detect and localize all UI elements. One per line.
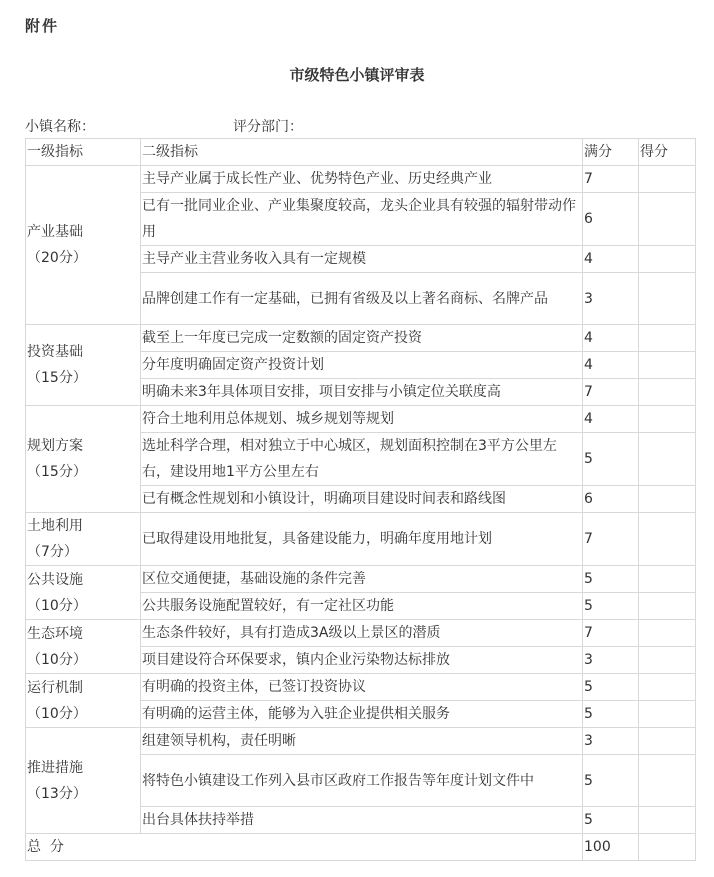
score-cell[interactable] [639, 406, 696, 433]
table-row [26, 325, 696, 352]
item-max: 5 [583, 674, 639, 701]
score-cell[interactable] [639, 755, 696, 807]
item-text: 主导产业属于成长性产业、优势特色产业、历史经典产业 [141, 166, 583, 193]
score-cell[interactable] [639, 193, 696, 246]
item-max: 5 [583, 807, 639, 834]
item-text: 将特色小镇建设工作列入县市区政府工作报告等年度计划文件中 [141, 755, 583, 807]
page-title: 市级特色小镇评审表 [289, 66, 425, 84]
group-cell [26, 406, 141, 513]
group-points: （13分） [27, 785, 87, 802]
table-row [26, 166, 696, 193]
score-table [25, 138, 696, 861]
group-points: （7分） [27, 544, 78, 560]
item-text: 已有概念性规划和小镇设计，明确项目建设时间表和路线图 [141, 486, 583, 513]
item-max: 7 [583, 620, 639, 647]
item-max: 6 [583, 486, 639, 513]
score-cell[interactable] [639, 620, 696, 647]
group-points: （10分） [27, 705, 87, 722]
item-max: 7 [583, 513, 639, 566]
dept-label: 评分部门： [233, 119, 303, 135]
item-text: 品牌创建工作有一定基础，已拥有省级及以上著名商标、名牌产品 [141, 273, 583, 325]
group-name: 规划方案 [27, 438, 83, 454]
item-max: 5 [583, 566, 639, 593]
item-max: 4 [583, 246, 639, 273]
total-score-cell[interactable] [639, 834, 696, 861]
table-row [26, 513, 696, 566]
group-cell [26, 674, 141, 728]
group-name: 公共设施 [27, 571, 83, 588]
score-cell[interactable] [639, 379, 696, 406]
item-text: 项目建设符合环保要求，镇内企业污染物达标排放 [141, 647, 583, 674]
item-text: 分年度明确固定资产投资计划 [141, 352, 583, 379]
item-max: 3 [583, 273, 639, 325]
item-max: 5 [583, 701, 639, 728]
item-max: 3 [583, 728, 639, 755]
group-cell [26, 325, 141, 406]
header-score: 得分 [639, 139, 696, 166]
table-row [26, 620, 696, 647]
table-row [26, 674, 696, 701]
table-row [26, 728, 696, 755]
score-cell[interactable] [639, 728, 696, 755]
score-cell[interactable] [639, 566, 696, 593]
group-name: 土地利用 [27, 518, 83, 534]
group-cell [26, 728, 141, 834]
score-cell[interactable] [639, 325, 696, 352]
group-name: 推进措施 [27, 759, 83, 776]
group-name: 产业基础 [27, 224, 83, 240]
item-text: 已有一批同业企业、产业集聚度较高，龙头企业具有较强的辐射带动作用 [141, 193, 583, 246]
score-cell[interactable] [639, 593, 696, 620]
item-text: 明确未来3年具体项目安排，项目安排与小镇定位关联度高 [141, 379, 583, 406]
header-level2: 二级指标 [141, 139, 583, 166]
attachment-label: 附件 [25, 17, 60, 35]
item-text: 组建领导机构，责任明晰 [141, 728, 583, 755]
item-max: 7 [583, 166, 639, 193]
group-name: 运行机制 [27, 679, 83, 696]
item-max: 3 [583, 647, 639, 674]
score-cell[interactable] [639, 647, 696, 674]
score-cell[interactable] [639, 273, 696, 325]
score-cell[interactable] [639, 674, 696, 701]
item-text: 截至上一年度已完成一定数额的固定资产投资 [141, 325, 583, 352]
item-text: 公共服务设施配置较好，有一定社区功能 [141, 593, 583, 620]
item-max: 4 [583, 352, 639, 379]
group-cell [26, 566, 141, 620]
score-cell[interactable] [639, 513, 696, 566]
item-text: 符合土地利用总体规划、城乡规划等规划 [141, 406, 583, 433]
item-max: 4 [583, 406, 639, 433]
table-row [26, 406, 696, 433]
group-points: （10分） [27, 651, 87, 668]
header-full-score: 满分 [583, 139, 639, 166]
total-label: 总 分 [26, 834, 583, 861]
total-row [26, 834, 696, 861]
header-level1: 一级指标 [26, 139, 141, 166]
item-text: 有明确的运营主体，能够为入驻企业提供相关服务 [141, 701, 583, 728]
item-max: 5 [583, 593, 639, 620]
item-max: 5 [583, 755, 639, 807]
town-name-label: 小镇名称： [25, 119, 95, 135]
group-cell [26, 166, 141, 325]
item-max: 5 [583, 433, 639, 486]
item-max: 7 [583, 379, 639, 406]
group-cell [26, 620, 141, 674]
score-cell[interactable] [639, 246, 696, 273]
group-points: （15分） [27, 464, 87, 480]
item-text: 出台具体扶持举措 [141, 807, 583, 834]
item-max: 4 [583, 325, 639, 352]
table-row [26, 566, 696, 593]
score-cell[interactable] [639, 701, 696, 728]
item-text: 区位交通便捷，基础设施的条件完善 [141, 566, 583, 593]
score-cell[interactable] [639, 807, 696, 834]
header-row [26, 139, 696, 166]
group-name: 投资基础 [27, 344, 83, 360]
score-cell[interactable] [639, 486, 696, 513]
group-points: （20分） [27, 250, 87, 266]
group-points: （15分） [27, 370, 87, 386]
item-text: 有明确的投资主体，已签订投资协议 [141, 674, 583, 701]
score-cell[interactable] [639, 433, 696, 486]
item-text: 选址科学合理，相对独立于中心城区，规划面积控制在3平方公里左右，建设用地1平方公里左右 [141, 433, 583, 486]
item-text: 已取得建设用地批复，具备建设能力，明确年度用地计划 [141, 513, 583, 566]
group-name: 生态环境 [27, 625, 83, 642]
item-text: 生态条件较好，具有打造成3A级以上景区的潜质 [141, 620, 583, 647]
total-max: 100 [583, 834, 639, 861]
group-cell [26, 513, 141, 566]
item-max: 6 [583, 193, 639, 246]
group-points: （10分） [27, 597, 87, 614]
score-cell[interactable] [639, 166, 696, 193]
item-text: 主导产业主营业务收入具有一定规模 [141, 246, 583, 273]
score-cell[interactable] [639, 352, 696, 379]
